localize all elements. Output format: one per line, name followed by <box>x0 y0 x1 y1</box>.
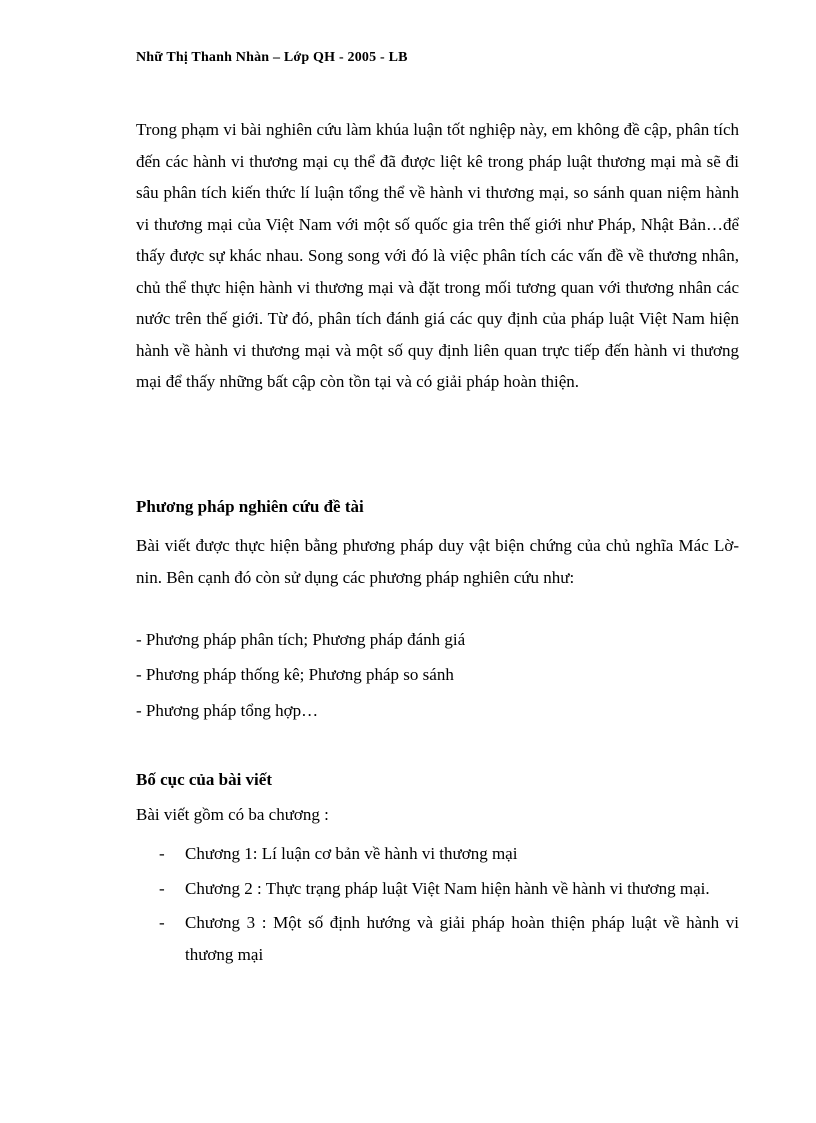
method-item: - Phương pháp thống kê; Phương pháp so sánh <box>136 665 454 684</box>
bullet-dash: - <box>159 878 165 898</box>
methods-description: Bài viết được thực hiện bằng phương pháp duy vật biện chứng của chủ nghĩa Mác Lờ-nin. Bên cạnh đó còn sử dụng các phương pháp nghiên cứu như: <box>136 536 739 587</box>
structure-intro: Bài viết gồm có ba chương : <box>136 805 329 824</box>
chapter-list <box>136 838 739 973</box>
intro-paragraph: Trong phạm vi bài nghiên cứu làm khúa luận tốt nghiệp này, em không đề cập, phân tích đến các hành vi thương mại cụ thể đã được liệt kê trong pháp luật thương mại mà sẽ đi sâu phân tích kiến thức lí luận tổng thể về hành vi thương mại, so sánh quan niệm hành vi thương mại của Việt Nam với một số quốc gia trên thế giới như Pháp, Nhật Bản…để thấy được sự khác nhau. Song song với đó là việc phân tích các vấn đề về thương nhân, chủ thể thực hiện hành vi thương mại và đặt trong mối tương quan với thương nhân các nước trên thế giới. Từ đó, phân tích đánh giá các quy định của pháp luật Việt Nam hiện hành về hành vi thương mại và một số quy định liên quan trực tiếp đến hành vi thương mại để thấy những bất cập còn tồn tại và có giải pháp hoàn thiện. <box>136 120 739 391</box>
bullet-dash: - <box>159 913 165 932</box>
chapter-text: Chương 1: Lí luận cơ bản về hành vi thương mại <box>185 844 518 863</box>
chapter-item <box>136 873 739 905</box>
method-item: - Phương pháp tổng hợp… <box>136 701 319 720</box>
chapter-item <box>136 838 739 870</box>
method-item: - Phương pháp phân tích; Phương pháp đánh giá <box>136 630 466 649</box>
bullet-dash: - <box>159 844 165 863</box>
page-header: Nhữ Thị Thanh Nhàn – Lớp QH - 2005 - LB <box>136 50 408 65</box>
methods-heading: Phương pháp nghiên cứu đề tài <box>136 497 364 516</box>
structure-heading: Bố cục của bài viết <box>136 770 272 789</box>
chapter-text: Chương 3 : Một số định hướng và giải pháp hoàn thiện pháp luật về hành vi thương mại <box>185 913 739 964</box>
chapter-text: Chương 2 : Thực trạng pháp luật Việt Nam hiện hành về hành vi thương mại. <box>185 878 710 898</box>
chapter-item <box>136 907 739 970</box>
